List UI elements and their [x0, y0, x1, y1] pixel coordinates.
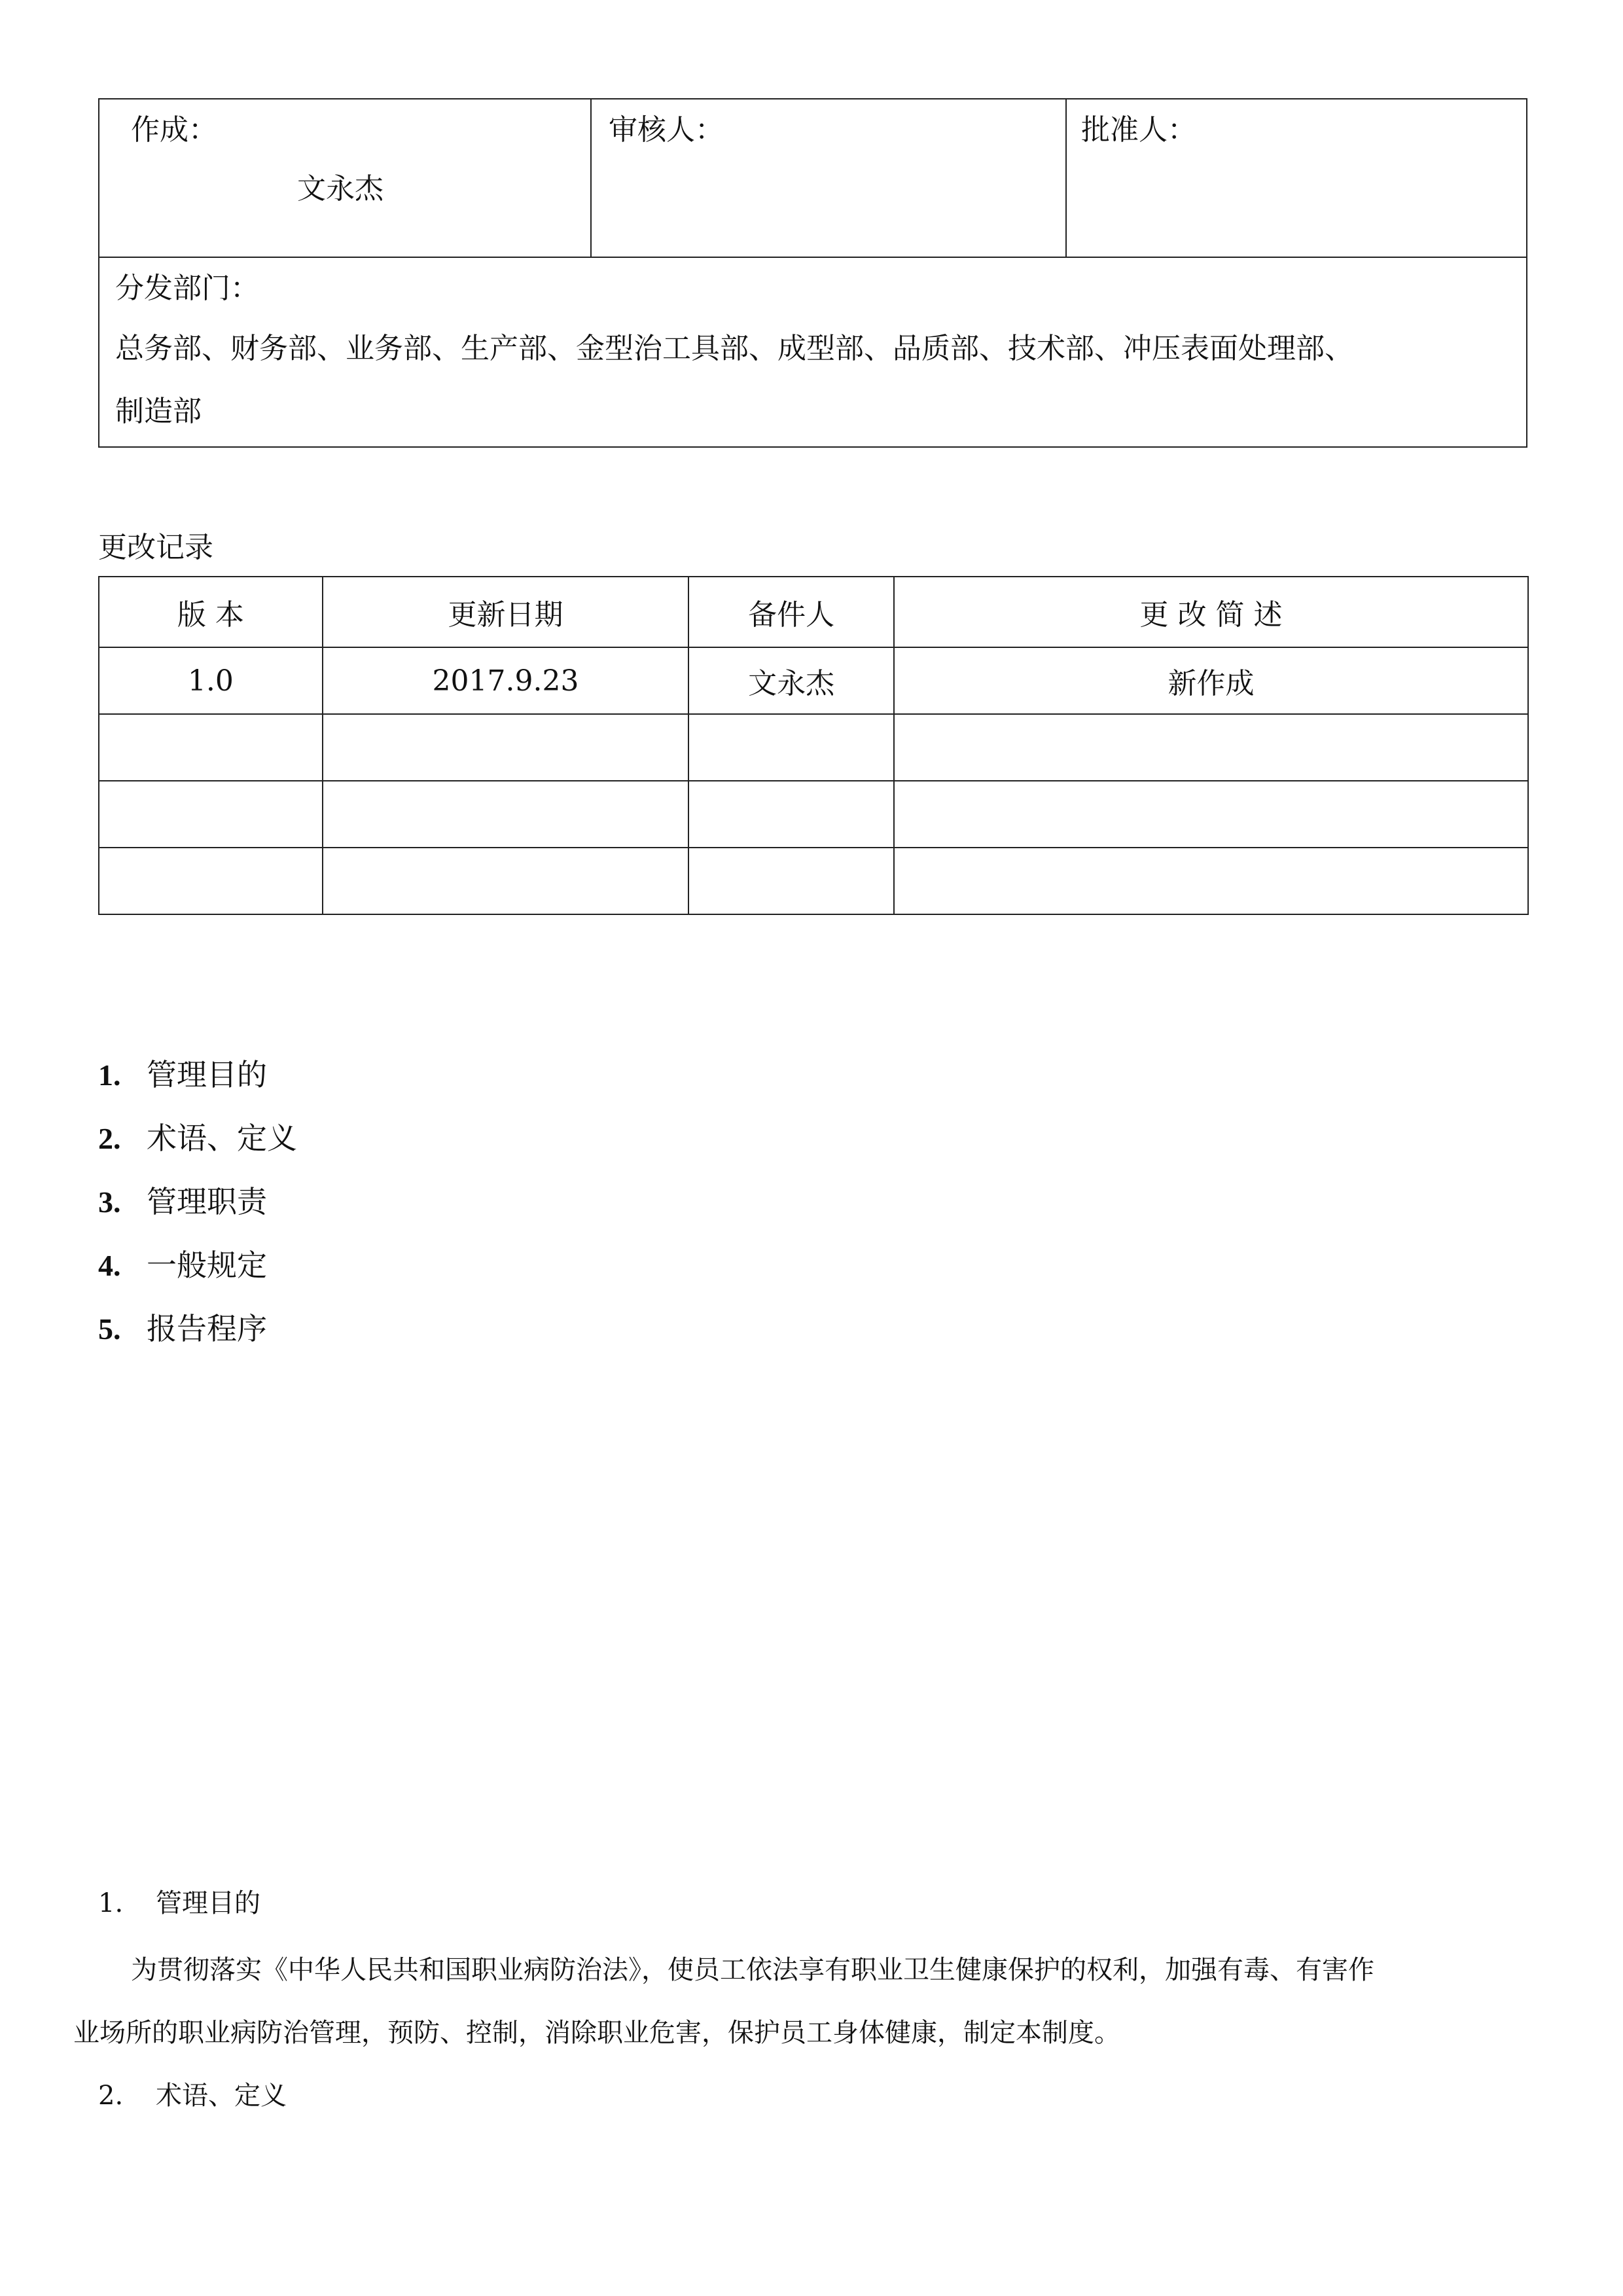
section-2-title: 术语、定义 [156, 2081, 287, 2111]
toc-text: 报告程序 [147, 1311, 267, 1346]
distribution-label: 分发部门： [115, 272, 259, 305]
toc-item [98, 1051, 267, 1094]
divider [590, 99, 592, 258]
section-1-heading [98, 1890, 260, 1916]
section-2-heading [98, 2083, 287, 2109]
reviewer-label: 审核人： [609, 113, 724, 147]
cell-date [323, 714, 689, 781]
toc-number: 1. [98, 1058, 121, 1092]
toc-item [98, 1115, 297, 1158]
cell-version: 1.0 [99, 647, 323, 714]
toc-text: 管理职责 [147, 1184, 267, 1219]
toc-number: 2. [98, 1122, 121, 1155]
cell-summary [894, 848, 1528, 914]
toc-item [98, 1305, 267, 1348]
toc-number: 3. [98, 1185, 121, 1219]
header-editor: 备件人 [688, 577, 894, 647]
section-2-number: 2. [98, 2081, 124, 2111]
approval-table [98, 98, 1527, 448]
cell-version [99, 781, 323, 848]
toc-text: 管理目的 [147, 1057, 267, 1092]
toc-text: 一般规定 [147, 1247, 267, 1283]
toc-item [98, 1178, 267, 1221]
cell-version [99, 714, 323, 781]
author-label: 作成： [131, 113, 217, 147]
cell-editor: 文永杰 [688, 647, 894, 714]
toc-number: 4. [98, 1249, 121, 1282]
cell-date [323, 848, 689, 914]
table-row [99, 848, 1528, 914]
change-record-title: 更改记录 [98, 531, 213, 564]
cell-date: 2017.9.23 [323, 647, 689, 714]
divider [1065, 99, 1067, 258]
cell-summary [894, 714, 1528, 781]
approver-label: 批准人： [1081, 113, 1196, 147]
cell-editor [688, 848, 894, 914]
table-row [99, 781, 1528, 848]
change-record-table [98, 576, 1529, 915]
cell-date [323, 781, 689, 848]
header-update-date: 更新日期 [323, 577, 689, 647]
distribution-departments: 总务部、财务部、业务部、生产部、金型治工具部、成型部、品质部、技术部、冲压表面处理部、 [115, 332, 1353, 365]
cell-summary [894, 781, 1528, 848]
cell-summary: 新作成 [894, 647, 1528, 714]
author-name: 文永杰 [297, 172, 383, 206]
section-1-paragraph-cont: 业场所的职业病防治管理，预防、控制，消除职业危害，保护员工身体健康，制定本制度。 [73, 2018, 1120, 2048]
section-1-title: 管理目的 [156, 1888, 260, 1918]
table-header-row [99, 577, 1528, 647]
cell-version [99, 848, 323, 914]
distribution-departments-cont: 制造部 [115, 395, 202, 428]
toc-number: 5. [98, 1312, 121, 1346]
toc-item [98, 1242, 267, 1285]
section-1-number: 1. [98, 1888, 124, 1918]
table-row [99, 714, 1528, 781]
section-1-paragraph: 为贯彻落实《中华人民共和国职业病防治法》，使员工依法享有职业卫生健康保护的权利，加强有毒、有害作 [131, 1955, 1374, 1985]
header-version: 版 本 [99, 577, 323, 647]
toc-text: 术语、定义 [147, 1121, 297, 1156]
table-row [99, 647, 1528, 714]
cell-editor [688, 781, 894, 848]
divider [99, 257, 1526, 258]
cell-editor [688, 714, 894, 781]
header-change-summary: 更 改 简 述 [894, 577, 1528, 647]
